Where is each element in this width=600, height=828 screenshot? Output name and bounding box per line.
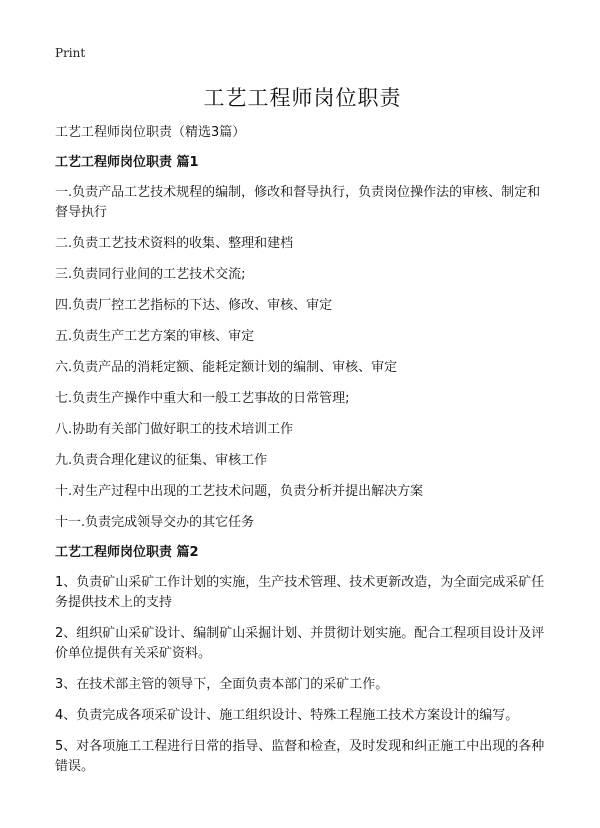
document-title: 工艺工程师岗位职责 [203, 86, 402, 110]
section-1-item: 二.负责工艺技术资料的收集、整理和建档 [55, 236, 294, 251]
section-1-item: 十.对生产过程中出现的工艺技术问题，负责分析并提出解决方案 [55, 484, 424, 499]
section-1-item: 五.负责生产工艺方案的审核、审定 [55, 329, 255, 344]
section-heading-1: 工艺工程师岗位职责 篇1 [55, 155, 199, 170]
section-1-item: 三.负责同行业间的工艺技术交流; [55, 267, 246, 282]
section-1-item: 四.负责厂控工艺指标的下达、修改、审核、审定 [55, 298, 333, 313]
section-2-item: 5、对各项施工工程进行日常的指导、监督和检查，及时发现和纠正施工中出现的各种错误。 [55, 739, 545, 774]
section-2-item: 1、负责矿山采矿工作计划的实施，生产技术管理、技术更新改造，为全面完成采矿任务提供技术上的支持 [55, 575, 545, 610]
section-1-item: 十一.负责完成领导交办的其它任务 [55, 515, 255, 530]
section-1-item: 九.负责合理化建议的征集、审核工作 [55, 453, 268, 468]
section-2-item: 3、在技术部主管的领导下，全面负责本部门的采矿工作。 [55, 677, 389, 692]
section-2-item: 2、组织矿山采矿设计、编制矿山采掘计划、并贯彻计划实施。配合工程项目设计及评价单位提供有关采矿资料。 [55, 626, 545, 661]
section-2-item: 4、负责完成各项采矿设计、施工组织设计、特殊工程施工技术方案设计的编写。 [55, 708, 519, 723]
section-1-item: 七.负责生产操作中重大和一般工艺事故的日常管理; [55, 391, 350, 406]
print-link[interactable]: Print [55, 46, 86, 60]
section-1-item: 六.负责产品的消耗定额、能耗定额计划的编制、审核、审定 [55, 360, 398, 375]
document-subtitle: 工艺工程师岗位职责（精选3篇） [55, 125, 246, 140]
section-1-item: 八.协助有关部门做好职工的技术培训工作 [55, 422, 294, 437]
section-heading-2: 工艺工程师岗位职责 篇2 [55, 545, 199, 560]
section-1-item: 一.负责产品工艺技术规程的编制，修改和督导执行，负责岗位操作法的审核、制定和督导执行 [55, 185, 541, 220]
